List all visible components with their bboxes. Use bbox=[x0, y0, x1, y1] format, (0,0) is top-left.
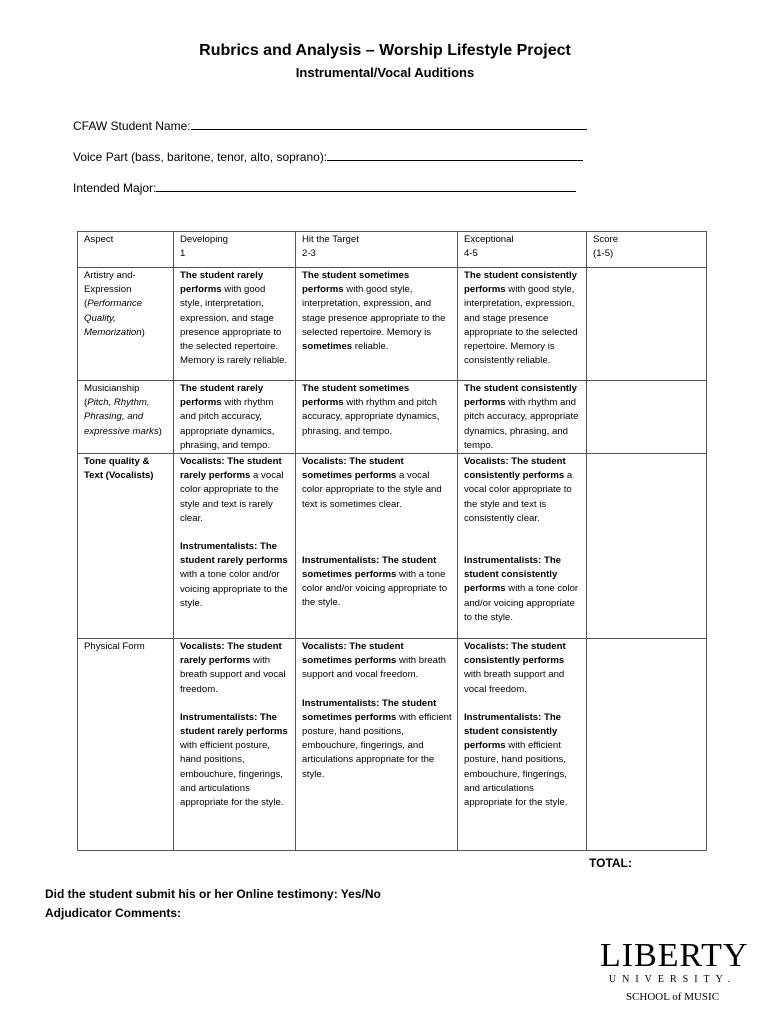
aspect-tone-quality: Tone quality & Text (Vocalists) bbox=[78, 454, 174, 639]
header-hit-the-target: Hit the Target 2-3 bbox=[296, 232, 458, 268]
rubric-table bbox=[77, 231, 707, 851]
adjudicator-comments-label: Adjudicator Comments: bbox=[45, 906, 182, 920]
table-header-row bbox=[78, 232, 707, 268]
student-name-label: CFAW Student Name: bbox=[73, 119, 191, 133]
voice-part-field[interactable] bbox=[73, 148, 583, 164]
tone-hit: Vocalists: The student sometimes performs a vocal color appropriate to the style and text is sometimes clear. Instrumentalists: The student sometimes performs with a tone color and/or voicing appropriate to the style. bbox=[296, 454, 458, 639]
score-cell-artistry[interactable] bbox=[587, 268, 707, 381]
physical-developing: Vocalists: The student rarely performs with breath support and vocal freedom. Instrumentalists: The student rarely performs with efficient posture, hand positions, embouchure, fingerings, and articulations appropriate for the style. bbox=[174, 639, 296, 851]
total-label: TOTAL: bbox=[589, 856, 632, 870]
tone-exceptional: Vocalists: The student consistently performs a vocal color appropriate to the style and text is consistently clear. Instrumentalists: The student consistently performs with a tone color and/or voicing appropriate to the style. bbox=[458, 454, 587, 639]
score-cell-physical[interactable] bbox=[587, 639, 707, 851]
intended-major-line[interactable] bbox=[156, 179, 576, 192]
aspect-artistry: Artistry and-Expression (Performance Quality, Memorization) bbox=[78, 268, 174, 381]
score-cell-tone[interactable] bbox=[587, 454, 707, 639]
aspect-physical-form: Physical Form bbox=[78, 639, 174, 851]
table-row-tone-quality bbox=[78, 454, 707, 639]
musicianship-hit: The student sometimes performs with rhythm and pitch accuracy, appropriate dynamics, phrasing, and tempo. bbox=[296, 381, 458, 454]
header-score: Score (1-5) bbox=[587, 232, 707, 268]
tone-developing: Vocalists: The student rarely performs a vocal color appropriate to the style and text is rarely clear. Instrumentalists: The student rarely performs with a tone color and/or voicing appropriate to the style. bbox=[174, 454, 296, 639]
physical-hit: Vocalists: The student sometimes performs with breath support and vocal freedom. Instrumentalists: The student sometimes performs with efficient posture, hand positions, embouchure, fingerings, and articulations appropriate for the style. bbox=[296, 639, 458, 851]
student-name-line[interactable] bbox=[191, 117, 587, 130]
score-cell-musicianship[interactable] bbox=[587, 381, 707, 454]
musicianship-developing: The student rarely performs with rhythm and pitch accuracy, appropriate dynamics, phrasing, and tempo. bbox=[174, 381, 296, 454]
artistry-exceptional: The student consistently performs with good style, interpretation, expression, and stage presence appropriate to the selected repertoire. Memory is consistently reliable. bbox=[458, 268, 587, 381]
physical-exceptional: Vocalists: The student consistently performs with breath support and vocal freedom. Instrumentalists: The student consistently performs with efficient posture, hand positions, embouchure, fingerings, and articulations appropriate for the style. bbox=[458, 639, 587, 851]
table-row-artistry bbox=[78, 268, 707, 381]
document-subtitle: Instrumental/Vocal Auditions bbox=[295, 65, 475, 80]
document-title: Rubrics and Analysis – Worship Lifestyle Project bbox=[199, 42, 571, 59]
voice-part-label: Voice Part (bass, baritone, tenor, alto, soprano): bbox=[73, 150, 328, 164]
artistry-developing: The student rarely performs with good style, interpretation, expression, and stage presence appropriate to the selected repertoire. Memory is rarely reliable. bbox=[174, 268, 296, 381]
aspect-musicianship: Musicianship (Pitch, Rhythm, Phrasing, and expressive marks) bbox=[78, 381, 174, 454]
table-row-physical-form bbox=[78, 639, 707, 851]
logo-sub-text: UNIVERSITY. bbox=[608, 974, 737, 985]
voice-part-line[interactable] bbox=[327, 148, 583, 161]
testimony-question: Did the student submit his or her Online testimony: Yes/No bbox=[45, 887, 381, 901]
student-name-field[interactable] bbox=[73, 117, 587, 133]
table-row-musicianship bbox=[78, 381, 707, 454]
logo-main-text: LIBERTY bbox=[600, 937, 749, 974]
liberty-logo bbox=[600, 937, 749, 1003]
artistry-hit: The student sometimes performs with good style, interpretation, expression, and stage presence appropriate to the selected repertoire. Memory is sometimes reliable. bbox=[296, 268, 458, 381]
musicianship-exceptional: The student consistently performs with rhythm and pitch accuracy, appropriate dynamics, phrasing, and tempo. bbox=[458, 381, 587, 454]
intended-major-field[interactable] bbox=[73, 179, 576, 195]
header-aspect: Aspect bbox=[78, 232, 174, 268]
logo-school-text: SCHOOL of MUSIC bbox=[625, 991, 720, 1003]
intended-major-label: Intended Major: bbox=[73, 181, 157, 195]
header-developing: Developing 1 bbox=[174, 232, 296, 268]
header-exceptional: Exceptional 4-5 bbox=[458, 232, 587, 268]
